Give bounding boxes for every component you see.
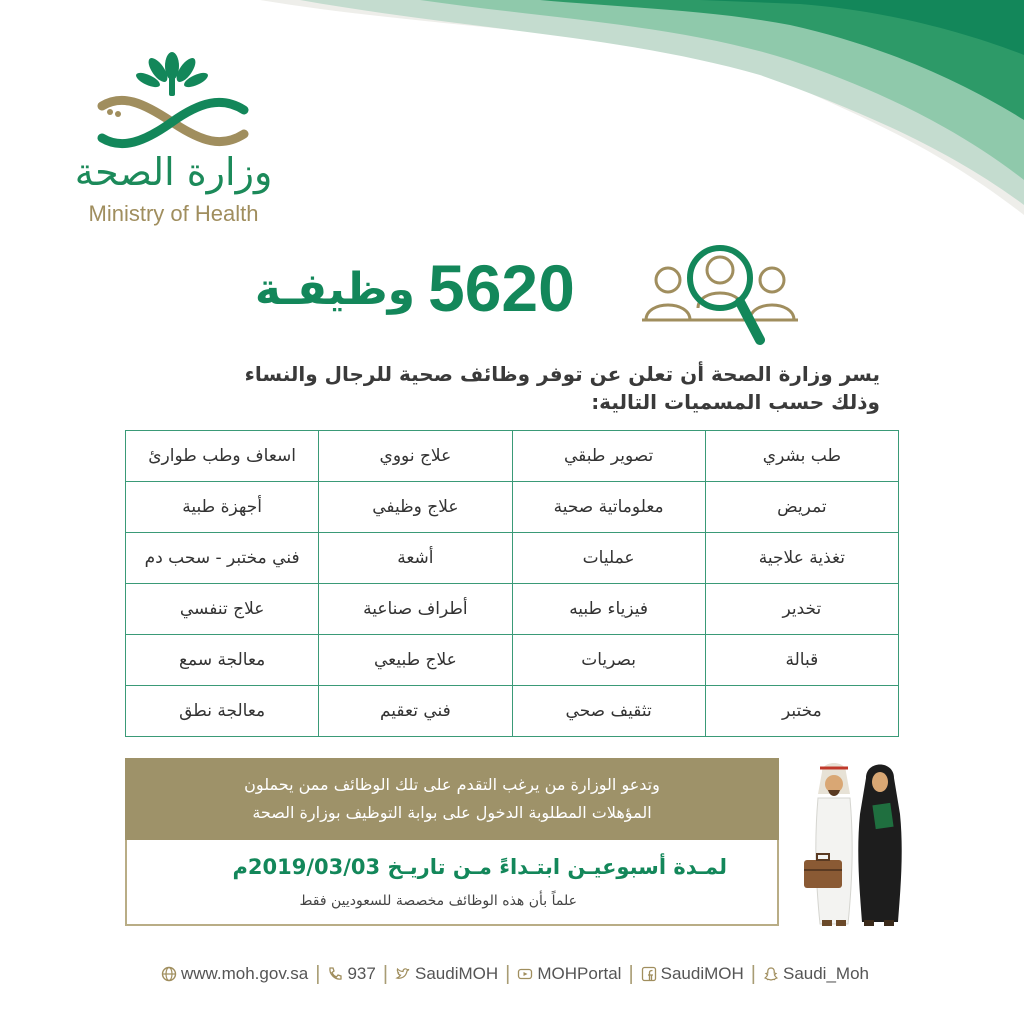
facebook-text: SaudiMOH — [660, 964, 744, 983]
job-cell: أطراف صناعية — [319, 584, 512, 635]
footer-website[interactable] — [161, 964, 308, 984]
snapchat-icon — [763, 966, 779, 982]
job-cell: علاج نووي — [319, 431, 512, 482]
job-cell: معالجة نطق — [126, 686, 319, 737]
job-cell: أشعة — [319, 533, 512, 584]
phone-text: 937 — [347, 964, 376, 983]
footer-snapchat[interactable] — [763, 964, 869, 984]
youtube-text: MOHPortal — [537, 964, 622, 983]
table-row — [126, 431, 899, 482]
job-cell: تمريض — [705, 482, 898, 533]
website-text: www.moh.gov.sa — [181, 964, 309, 983]
job-cell: قبالة — [705, 635, 898, 686]
footer-phone[interactable] — [327, 964, 375, 984]
globe-icon — [161, 966, 177, 982]
job-cell: تصوير طبقي — [512, 431, 705, 482]
job-cell: علاج تنفسي — [126, 584, 319, 635]
divider: | — [628, 962, 634, 985]
twitter-text: SaudiMOH — [415, 964, 499, 983]
job-cell: تخدير — [705, 584, 898, 635]
logo-arabic-text: وزارة الصحة — [74, 150, 273, 194]
job-cell: فيزياء طبيه — [512, 584, 705, 635]
snapchat-text: Saudi_Moh — [782, 964, 869, 983]
job-cell: معالجة سمع — [126, 635, 319, 686]
table-row — [126, 533, 899, 584]
job-count: 5620 — [428, 251, 575, 325]
job-cell: اسعاف وطب طوارئ — [126, 431, 319, 482]
table-row — [126, 635, 899, 686]
table-row — [126, 482, 899, 533]
intro-line-2: وذلك حسب المسميات التالية: — [591, 390, 880, 414]
job-cell: تثقيف صحي — [512, 686, 705, 737]
logo-english-text: Ministry of Health — [88, 201, 259, 226]
table-row — [126, 584, 899, 635]
footer-contacts — [110, 958, 920, 990]
job-search-icon — [640, 236, 800, 356]
jobs-table — [125, 430, 899, 737]
job-cell: تغذية علاجية — [705, 533, 898, 584]
divider: | — [505, 962, 511, 985]
youtube-icon — [517, 966, 533, 982]
job-cell: مختبر — [705, 686, 898, 737]
invitation-line-1: وتدعو الوزارة من يرغب التقدم على تلك الوظائف ممن يحملون — [244, 775, 660, 794]
period-text: لمـدة أسبوعيـن ابتـداءً مـن تاريـخ 2019/03/03م — [232, 855, 727, 879]
job-cell: طب بشري — [705, 431, 898, 482]
period-box — [125, 840, 779, 926]
job-cell: فني تعقيم — [319, 686, 512, 737]
intro-line-1: يسر وزارة الصحة أن تعلن عن توفر وظائف صحية للرجال والنساء — [244, 362, 880, 386]
jobs-word: وظيفـة — [254, 264, 415, 315]
table-row — [126, 686, 899, 737]
footer-twitter[interactable] — [395, 964, 498, 984]
invitation-line-2: المؤهلات المطلوبة الدخول على بوابة التوظيف بوزارة الصحة — [252, 803, 652, 822]
invitation-banner — [125, 758, 779, 840]
saudi-only-note: علماً بأن هذه الوظائف مخصصة للسعوديين فقط — [299, 893, 577, 909]
job-cell: عمليات — [512, 533, 705, 584]
job-cell: أجهزة طبية — [126, 482, 319, 533]
job-cell: علاج وظيفي — [319, 482, 512, 533]
twitter-icon — [395, 966, 411, 982]
phone-icon — [327, 966, 343, 982]
job-cell: علاج طبيعي — [319, 635, 512, 686]
facebook-icon — [641, 966, 657, 982]
divider: | — [382, 962, 389, 985]
divider: | — [750, 962, 756, 985]
job-cell: معلوماتية صحية — [512, 482, 705, 533]
job-cell: بصريات — [512, 635, 705, 686]
man-and-woman-illustration — [800, 754, 908, 932]
divider: | — [315, 962, 321, 985]
footer-youtube[interactable] — [517, 964, 621, 984]
job-cell: فني مختبر - سحب دم — [126, 533, 319, 584]
footer-facebook[interactable] — [641, 964, 744, 984]
intro-text — [150, 360, 880, 416]
